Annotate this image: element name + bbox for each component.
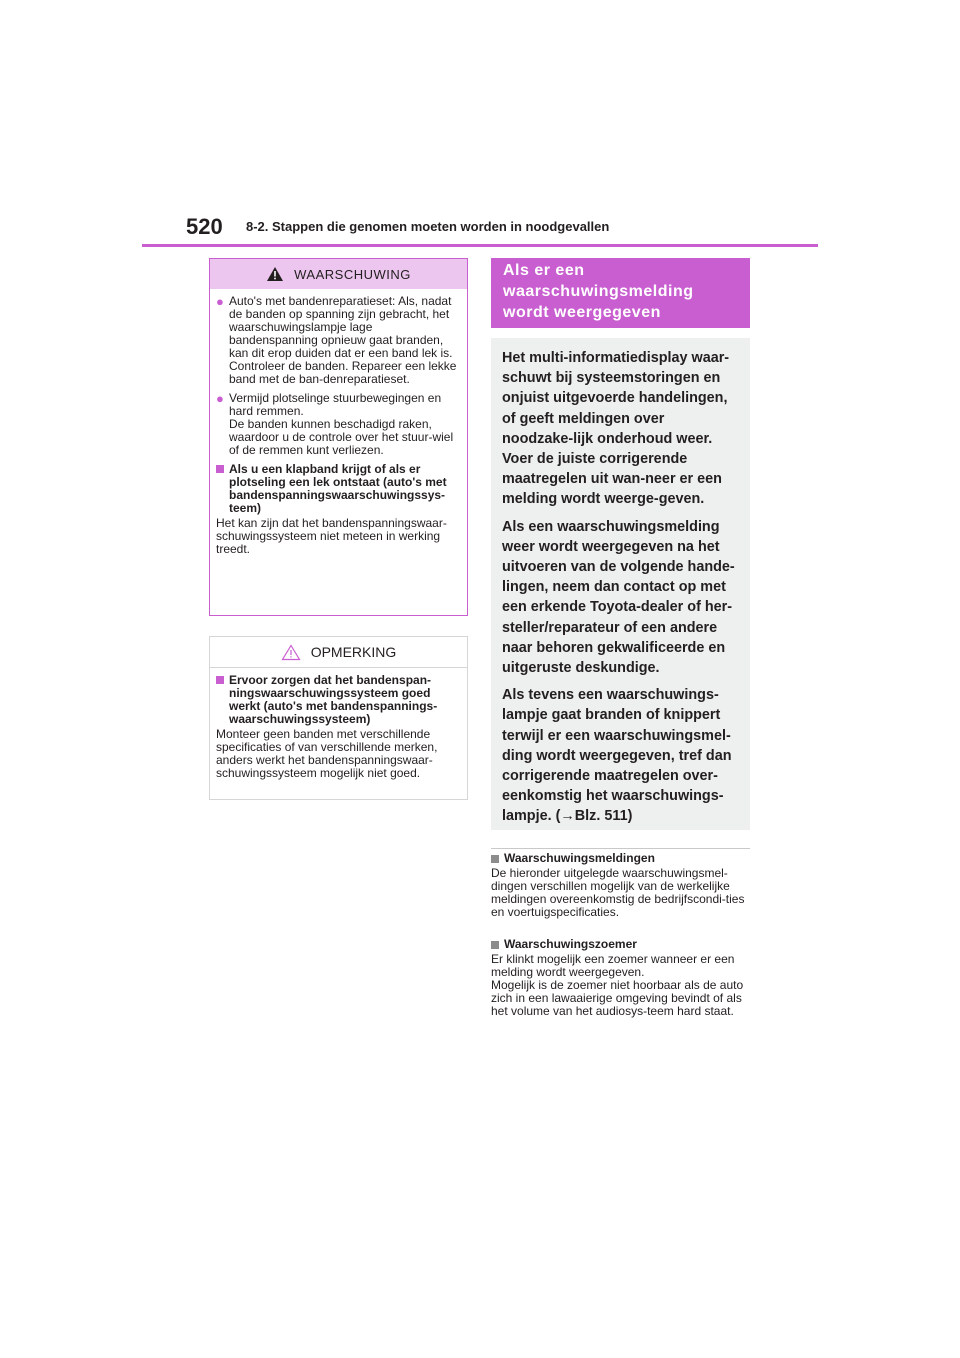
caution-triangle-icon bbox=[281, 644, 301, 661]
warning-header bbox=[210, 259, 467, 289]
info-warning-buzzer bbox=[491, 938, 750, 1018]
info-warning-buzzer-head bbox=[491, 938, 750, 951]
warning-bullet-2-line2: De banden kunnen beschadigd raken, waardoor u de controle over het stuur-wiel of de remmen kunt verliezen. bbox=[229, 417, 454, 457]
summary-paragraph-2: Als een waarschuwingsmelding weer wordt weergegeven na het uitvoeren van de volgende hande-lingen, neem dan contact op met een erkende Toyota-dealer of her-steller/reparateur of een andere naar behoren gekwalificeerde en uitgeruste deskundige. bbox=[502, 518, 735, 677]
summary-paragraph-1: Het multi-informatiedisplay waar-schuwt bij systeemstoringen en onjuist uitgevoerde handelingen, of geeft meldingen over noodzake-lijk onderhoud weer. Voer de juiste corrigerende maatregelen uit wan-neer er een melding wordt weerge-geven. bbox=[502, 350, 730, 508]
info-warning-buzzer-text-1: Er klinkt mogelijk een zoemer wanneer er een melding wordt weergegeven. bbox=[491, 952, 735, 979]
warning-title: WAARSCHUWING bbox=[294, 266, 411, 282]
bullet-dot-icon: ● bbox=[216, 294, 224, 309]
note-subsection-title: Ervoor zorgen dat het bandenspan-ningswaarschuwingssysteem goed werkt (auto's met bandenspannings-waarschuwingssysteem) bbox=[229, 673, 438, 726]
note-subsection-text: Monteer geen banden met verschillende specificaties of van verschillende merken, anders werkt het bandenspanningswaar-schuwingssysteem mogelijk niet goed. bbox=[216, 727, 438, 780]
info-divider bbox=[491, 848, 750, 849]
bullet-dot-icon: ● bbox=[216, 391, 224, 406]
warning-bullet-1 bbox=[216, 295, 461, 386]
note-subsection bbox=[216, 674, 461, 726]
note-header bbox=[210, 637, 467, 668]
square-bullet-icon bbox=[216, 465, 224, 473]
warning-body bbox=[210, 289, 467, 556]
info-warning-messages bbox=[491, 852, 750, 919]
page-number: 520 bbox=[186, 214, 223, 239]
square-bullet-icon bbox=[491, 941, 499, 949]
summary-box bbox=[491, 338, 750, 830]
warning-bullet-2-text bbox=[229, 392, 461, 457]
chapter-title: 8-2. Stappen die genomen moeten worden in noodgevallen bbox=[246, 219, 610, 234]
warning-bullet-2 bbox=[216, 392, 461, 457]
square-bullet-icon bbox=[491, 855, 499, 863]
info-warning-buzzer-title: Waarschuwingszoemer bbox=[504, 937, 637, 951]
note-body bbox=[210, 668, 467, 780]
header-rule bbox=[142, 244, 818, 247]
section-heading: Als er een waarschuwingsmelding wordt weergegeven bbox=[491, 258, 750, 328]
warning-subsection bbox=[216, 463, 461, 515]
info-warning-messages-text: De hieronder uitgelegde waarschuwingsmel-dingen verschillen mogelijk van de werkelijke meldingen overeenkomstig de bedrijfscondi-ties en voertuigspecificaties. bbox=[491, 866, 745, 919]
warning-bullet-2-line1: Vermijd plotselinge stuurbewegingen en hard remmen. bbox=[229, 391, 442, 418]
info-warning-messages-head bbox=[491, 852, 750, 865]
summary-paragraph-3: Als tevens een waarschuwings-lampje gaat branden of knippert terwijl er een waarschuwingsmel-ding wordt weergegeven, tref dan corrigerende maatregelen over-eenkomstig het waarschuwings-lampje. (→Blz. 511) bbox=[502, 687, 732, 825]
warning-bullet-1-text: Auto's met bandenreparatieset: Als, nadat de banden op spanning zijn gebracht, het waarschuwingslampje lage bandenspanning opnieuw gaat branden, kan dit erop duiden dat er een band lek is. Controleer de banden. Repareer een lekke band met de ban-denreparatieset. bbox=[229, 294, 457, 386]
note-title: OPMERKING bbox=[310, 644, 397, 660]
info-warning-buzzer-text-2: Mogelijk is de zoemer niet hoorbaar als de auto zich in een lawaaierige omgeving bevindt of als het volume van het audiosys-teem hard staat. bbox=[491, 978, 744, 1018]
warning-subsection-title: Als u een klapband krijgt of als er plotseling een lek ontstaat (auto's met bandenspanningswaarschuwingssys-teem) bbox=[229, 462, 447, 515]
warning-triangle-icon bbox=[266, 266, 284, 282]
info-warning-messages-title: Waarschuwingsmeldingen bbox=[504, 851, 655, 865]
note-box bbox=[209, 636, 468, 800]
warning-box bbox=[209, 258, 468, 616]
square-bullet-icon bbox=[216, 676, 224, 684]
warning-subsection-text: Het kan zijn dat het bandenspanningswaar-schuwingssysteem niet meteen in werking treedt. bbox=[216, 516, 447, 556]
